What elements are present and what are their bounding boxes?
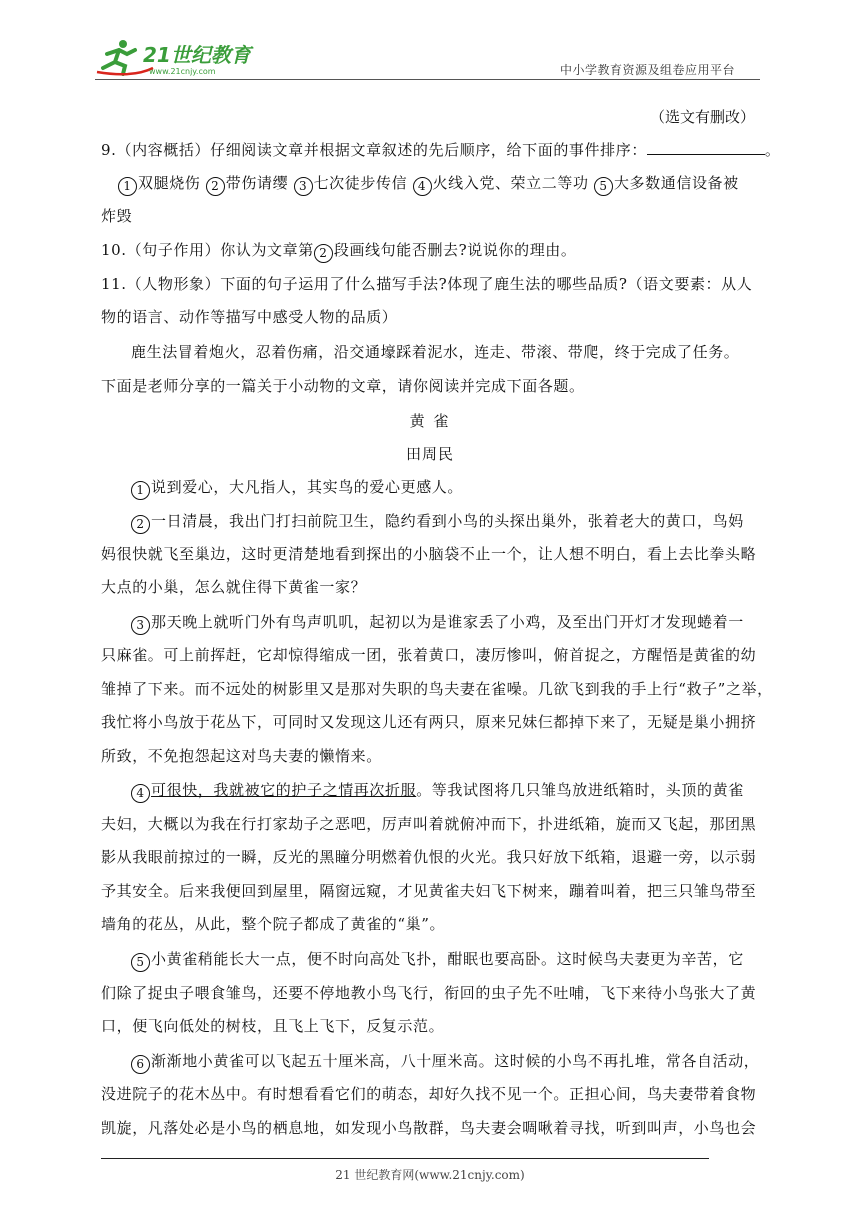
paragraph-4-line3: 影从我眼前掠过的一瞬，反光的黑瞳分明燃着仇恨的火光。我只好放下纸箱，退避一旁，以示弱 (101, 848, 757, 866)
option-number: 4 (413, 177, 432, 196)
logo-text: 21世纪教育 (143, 43, 251, 67)
paragraph-4-line1: 4 可很快，我就被它的护子之情再次折服。等我试图将几只雏鸟放进纸箱时，头顶的黄雀 (131, 780, 744, 803)
footer-text: 21 世纪教育网(www.21cnjy.com) (335, 1168, 525, 1182)
question-10: 10.（句子作用）你认为文章第 2 段画线句能否删去?说说你的理由。 (101, 240, 577, 263)
paragraph-number: 1 (131, 481, 150, 500)
paragraph-6-line1: 6 渐渐地小黄雀可以飞起五十厘米高，八十厘米高。这时候的小鸟不再扎堆，常各自活动， (131, 1051, 759, 1074)
option-text: 火线入党、荣立二等功 (432, 174, 589, 192)
paragraph-3-line4: 我忙将小鸟放于花丛下，可同时又发现这儿还有两只，原来兄妹仨都掉下来了，无疑是巢小拥挤 (101, 713, 757, 731)
option-text: 大多数通信设备被 (613, 174, 739, 192)
footer-divider (101, 1158, 709, 1159)
runner-logo-icon (93, 38, 263, 78)
paragraph-4-line2: 夫妇，大概以为我在行打家劫子之恶吧，厉声叫着就俯冲而下，扑进纸箱，旋而又飞起，那团黑 (101, 815, 757, 833)
paragraph-2-line2: 妈很快就飞至巢边，这时更清楚地看到探出的小脑袋不止一个，让人想不明白，看上去比拳头略 (101, 545, 757, 563)
header-divider (95, 79, 760, 80)
platform-tagline: 中小学教育资源及组卷应用平台 (560, 63, 736, 77)
question-11-line2: 物的语言、动作等描写中感受人物的品质） (101, 308, 398, 326)
paragraph-4-line5: 墙角的花丛，从此，整个院子都成了黄雀的“巢”。 (101, 915, 446, 933)
question-9-options-cont: 炸毁 (101, 207, 133, 225)
option-number: 3 (294, 177, 313, 196)
question-11-line1: 11.（人物形象）下面的句子运用了什么描写手法?体现了鹿生法的哪些品质?（语文要素：从人 (101, 275, 753, 293)
article-title: 黄 雀 (409, 412, 451, 430)
paragraph-3-line3: 雏掉了下来。而不远处的树影里又是那对失职的鸟夫妻在雀噪。几欲飞到我的手上行“救子”之举， (101, 680, 773, 698)
article-intro: 下面是老师分享的一篇关于小动物的文章，请你阅读并完成下面各题。 (101, 377, 585, 395)
paragraph-1: 1 说到爱心，大凡指人，其实鸟的爱心更感人。 (131, 477, 463, 500)
paragraph-4-line4: 予其安全。后来我便回到屋里，隔窗远窥，才见黄雀夫妇飞下树来，蹦着叫着，把三只雏鸟带至 (101, 882, 757, 900)
question-9-text: 9.（内容概括）仔细阅读文章并根据文章叙述的先后顺序，给下面的事件排序： (101, 141, 647, 159)
paragraph-5-line3: 口，便飞向低处的树枝，且飞上飞下，反复示范。 (101, 1017, 445, 1035)
answer-blank[interactable] (647, 140, 765, 155)
option-text: 双腿烧伤 (138, 174, 201, 192)
option-number: 5 (594, 177, 613, 196)
underlined-sentence: 可很快，我就被它的护子之情再次折服 (151, 781, 417, 799)
site-logo (93, 38, 263, 78)
paragraph-3-line1: 3 那天晚上就听门外有鸟声叽叽，起初以为是谁家丢了小鸡，及至出门开灯才发现蜷着一 (131, 612, 744, 635)
paragraph-2-line3: 大点的小巢，怎么就住得下黄雀一家？ (101, 578, 367, 596)
paragraph-number: 5 (131, 953, 150, 972)
paragraph-6-line2: 没进院子的花木丛中。有时想看看它们的萌态，却好久找不见一个。正担心间，鸟夫妻带着食物 (101, 1085, 757, 1103)
question-11-quote: 鹿生法冒着炮火，忍着伤痛，沿交通壕踩着泥水，连走、带滚、带爬，终于完成了任务。 (131, 343, 740, 361)
source-note: （选文有删改） (649, 108, 755, 126)
paragraph-3-line2: 只麻雀。可上前挥赶，它却惊得缩成一团，张着黄口，凄厉惨叫，俯首捉之，方醒悟是黄雀的幼 (101, 646, 757, 664)
paragraph-5-line2: 们除了捉虫子喂食雏鸟，还要不停地教小鸟飞行，衔回的虫子先不吐哺，飞下来待小鸟张大了黄 (101, 984, 757, 1002)
paragraph-number: 4 (131, 784, 150, 803)
paragraph-number: 6 (131, 1055, 150, 1074)
paragraph-5-line1: 5 小黄雀稍能长大一点，便不时向高处飞扑，酣眠也要高卧。这时候鸟夫妻更为辛苦，它 (131, 949, 744, 972)
paragraph-2-line1: 2 一日清晨，我出门打扫前院卫生，隐约看到小鸟的头探出巢外，张着老大的黄口，鸟妈 (131, 511, 744, 534)
option-number: 2 (206, 177, 225, 196)
option-number: 1 (118, 177, 137, 196)
question-9-options (118, 173, 739, 196)
paragraph-number: 2 (314, 244, 333, 263)
question-9: 9.（内容概括）仔细阅读文章并根据文章叙述的先后顺序，给下面的事件排序： 。 (101, 141, 781, 159)
paragraph-number: 3 (131, 616, 150, 635)
paragraph-number: 2 (131, 515, 150, 534)
article-author: 田周民 (405, 445, 454, 463)
logo-url-text: www.21cnjy.com (149, 67, 216, 76)
option-text: 七次徒步传信 (313, 174, 408, 192)
paragraph-6-line3: 凯旋，凡落处必是小鸟的栖息地，如发现小鸟散群，鸟夫妻会啁啾着寻找，听到叫声，小鸟也会 (101, 1119, 757, 1137)
paragraph-3-line5: 所致，不免抱怨起这对鸟夫妻的懒惰来。 (101, 747, 382, 765)
option-text: 带伤请缨 (225, 174, 289, 192)
